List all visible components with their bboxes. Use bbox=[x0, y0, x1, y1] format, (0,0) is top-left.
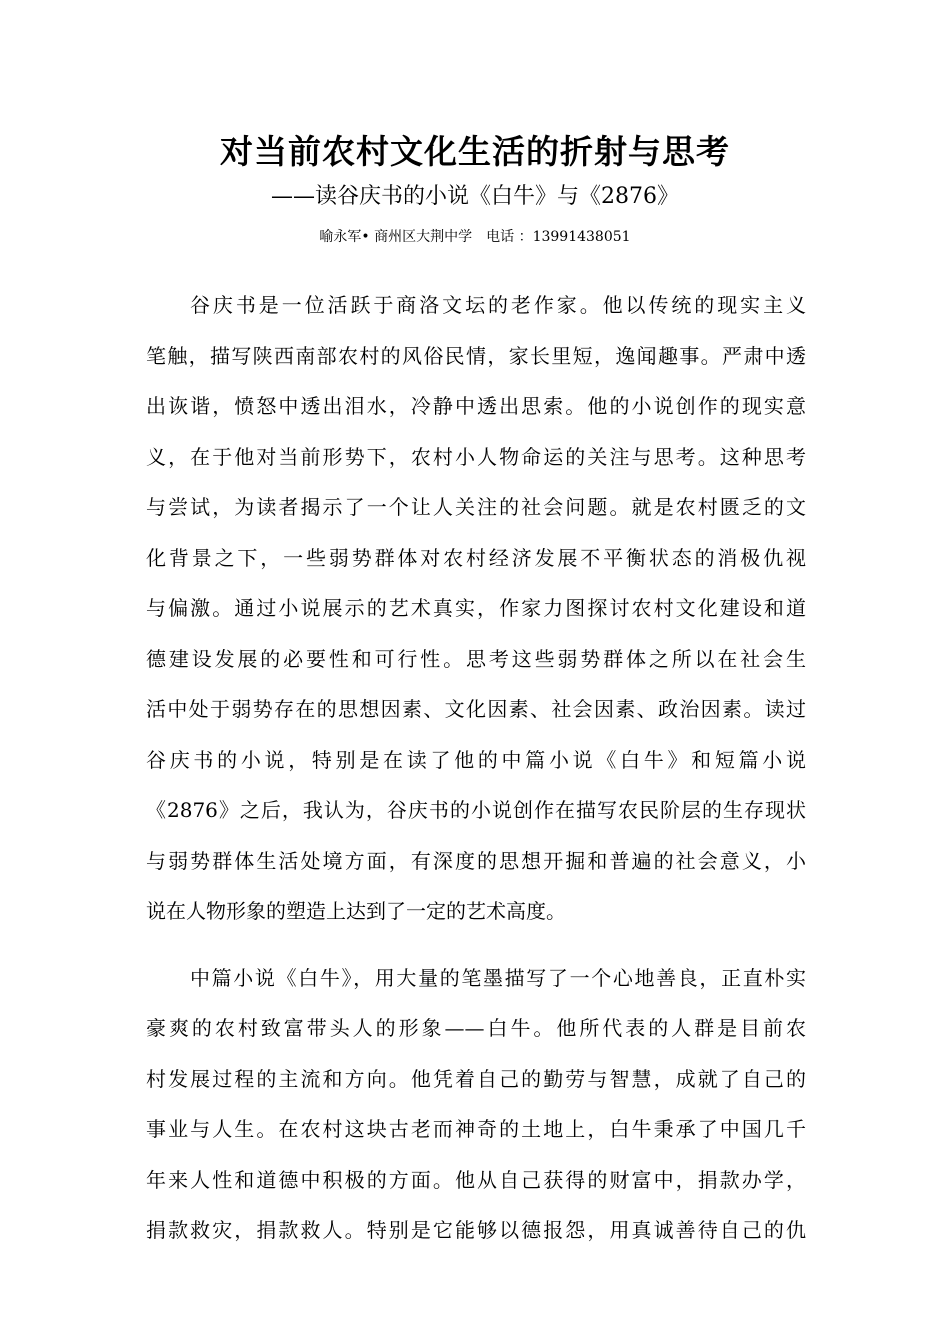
text-line: 中篇小说《白牛》，用大量的笔墨描写了一个心地善良，正直朴实 bbox=[190, 965, 806, 990]
text-line: 事业与人生。在农村这块古老而神奇的土地上，白牛秉承了中国几千 bbox=[146, 1117, 806, 1141]
text-line: 年来人性和道德中积极的方面。他从自己获得的财富中，捐款办学， bbox=[146, 1167, 806, 1192]
text-line: 与偏激。通过小说展示的艺术真实，作家力图探讨农村文化建设和道 bbox=[146, 596, 806, 620]
article-body bbox=[146, 280, 806, 1272]
text-line: 与尝试，为读者揭示了一个让人关注的社会问题。就是农村匮乏的文 bbox=[146, 495, 806, 519]
text-line: 豪爽的农村致富带头人的形象——白牛。他所代表的人群是目前农 bbox=[146, 1016, 806, 1040]
text-line: 与弱势群体生活处境方面，有深度的思想开掘和普遍的社会意义，小 bbox=[146, 848, 806, 873]
text-line: 捐款救灾，捐款救人。特别是它能够以德报怨，用真诚善待自己的仇 bbox=[146, 1218, 806, 1242]
text-line: 《2876》之后，我认为，谷庆书的小说创作在描写农民阶层的生存现状 bbox=[146, 798, 806, 822]
text-line: 德建设发展的必要性和可行性。思考这些弱势群体之所以在社会生 bbox=[146, 646, 806, 671]
text-line: 出诙谐，愤怒中透出泪水，冷静中透出思索。他的小说创作的现实意 bbox=[146, 394, 806, 418]
text-line: 谷庆书的小说，特别是在读了他的中篇小说《白牛》和短篇小说 bbox=[146, 747, 806, 772]
document-title: 对当前农村文化生活的折射与思考 bbox=[220, 132, 730, 171]
text-line: 谷庆书是一位活跃于商洛文坛的老作家。他以传统的现实主义 bbox=[190, 293, 806, 317]
text-line: 化背景之下，一些弱势群体对农村经济发展不平衡状态的消极仇视 bbox=[146, 545, 806, 570]
author-byline: 喻永军• 商州区大荆中学 电话 ：13991438051 bbox=[319, 229, 631, 245]
text-line: 义，在于他对当前形势下，农村小人物命运的关注与思考。这种思考 bbox=[146, 444, 806, 469]
paragraph-1 bbox=[146, 280, 806, 937]
text-line: 活中处于弱势存在的思想因素、文化因素、社会因素、政治因素。读过 bbox=[146, 697, 806, 721]
text-line: 村发展过程的主流和方向。他凭着自己的勤劳与智慧，成就了自己的 bbox=[146, 1066, 806, 1091]
paragraph-2 bbox=[146, 953, 806, 1256]
document-subtitle: ——读谷庆书的小说《白牛》与《2876》 bbox=[271, 184, 679, 209]
text-line: 笔触，描写陕西南部农村的风俗民情，家长里短，逸闻趣事。严肃中透 bbox=[146, 343, 806, 368]
text-line: 说在人物形象的塑造上达到了一定的艺术高度。 bbox=[146, 899, 566, 923]
